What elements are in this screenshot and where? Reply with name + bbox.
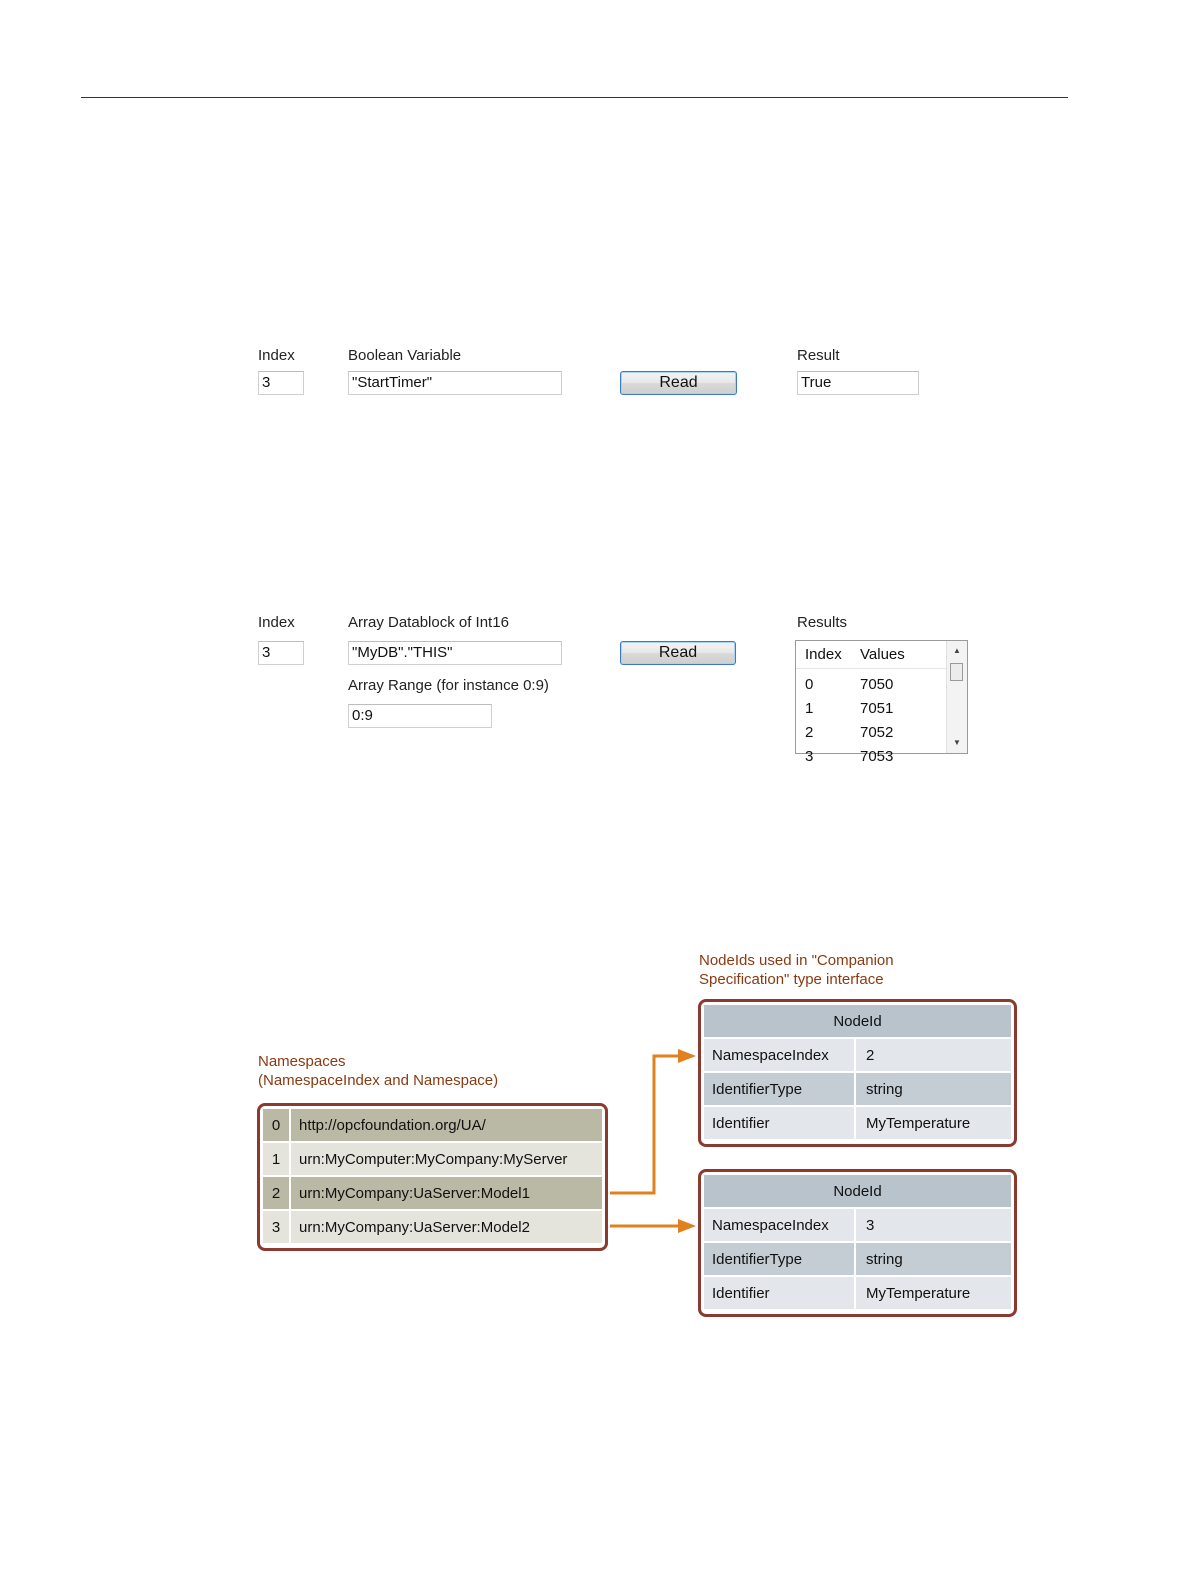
array-datablock-label: Array Datablock of Int16 <box>348 614 509 631</box>
namespaces-caption-line1: Namespaces <box>258 1053 346 1070</box>
row-index: 1 <box>805 700 814 717</box>
nodeid-value: string <box>856 1243 1011 1275</box>
nodeid-value: 3 <box>856 1209 1011 1241</box>
nodeids-caption-line1: NodeIds used in "Companion <box>699 952 894 969</box>
nodeid-value: MyTemperature <box>856 1277 1011 1309</box>
namespace-index: 0 <box>263 1109 289 1141</box>
index-label: Index <box>258 347 295 364</box>
index-label: Index <box>258 614 295 631</box>
scroll-up-icon[interactable]: ▲ <box>953 646 961 655</box>
row-index: 3 <box>805 748 814 765</box>
results-label: Results <box>797 614 848 631</box>
nodeid-key: Identifier <box>704 1107 854 1139</box>
array-range-input[interactable]: 0:9 <box>348 704 492 728</box>
boolean-variable-label: Boolean Variable <box>348 347 462 364</box>
row-value: 7050 <box>860 676 894 693</box>
array-range-label: Array Range (for instance 0:9) <box>348 677 549 694</box>
index-column-header[interactable]: Index <box>805 646 842 663</box>
nodeid-key: NamespaceIndex <box>704 1209 854 1241</box>
nodeid-value: MyTemperature <box>856 1107 1011 1139</box>
row-index: 0 <box>805 676 814 693</box>
index-input[interactable]: 3 <box>258 641 304 665</box>
namespace-uri: http://opcfoundation.org/UA/ <box>291 1109 602 1141</box>
result-field[interactable]: True <box>797 371 919 395</box>
read-button[interactable]: Read <box>620 371 737 395</box>
namespace-index: 1 <box>263 1143 289 1175</box>
result-label: Result <box>797 347 840 364</box>
nodeid-value: 2 <box>856 1039 1011 1071</box>
namespaces-caption-line2: (NamespaceIndex and Namespace) <box>258 1072 499 1089</box>
nodeid-key: IdentifierType <box>704 1243 854 1275</box>
nodeid-key: NamespaceIndex <box>704 1039 854 1071</box>
arrow-model1-to-nodeid1 <box>610 1056 680 1193</box>
row-value: 7052 <box>860 724 894 741</box>
array-datablock-input[interactable]: "MyDB"."THIS" <box>348 641 562 665</box>
namespace-index: 3 <box>263 1211 289 1243</box>
row-value: 7053 <box>860 748 894 765</box>
namespace-index: 2 <box>263 1177 289 1209</box>
nodeids-caption-line2: Specification" type interface <box>699 971 884 988</box>
namespace-uri: urn:MyComputer:MyCompany:MyServer <box>291 1143 602 1175</box>
arrowhead-icon <box>678 1049 696 1063</box>
nodeid-title: NodeId <box>704 1175 1011 1207</box>
arrowhead-icon <box>678 1219 696 1233</box>
namespace-uri: urn:MyCompany:UaServer:Model2 <box>291 1211 602 1243</box>
row-value: 7051 <box>860 700 894 717</box>
index-input[interactable]: 3 <box>258 371 304 395</box>
namespace-uri: urn:MyCompany:UaServer:Model1 <box>291 1177 602 1209</box>
values-column-header[interactable]: Values <box>860 646 905 663</box>
nodeid-value: string <box>856 1073 1011 1105</box>
nodeid-title: NodeId <box>704 1005 1011 1037</box>
nodeid-key: IdentifierType <box>704 1073 854 1105</box>
read-button[interactable]: Read <box>620 641 736 665</box>
nodeid-key: Identifier <box>704 1277 854 1309</box>
scroll-down-icon[interactable]: ▼ <box>953 738 961 747</box>
row-index: 2 <box>805 724 814 741</box>
boolean-variable-input[interactable]: "StartTimer" <box>348 371 562 395</box>
